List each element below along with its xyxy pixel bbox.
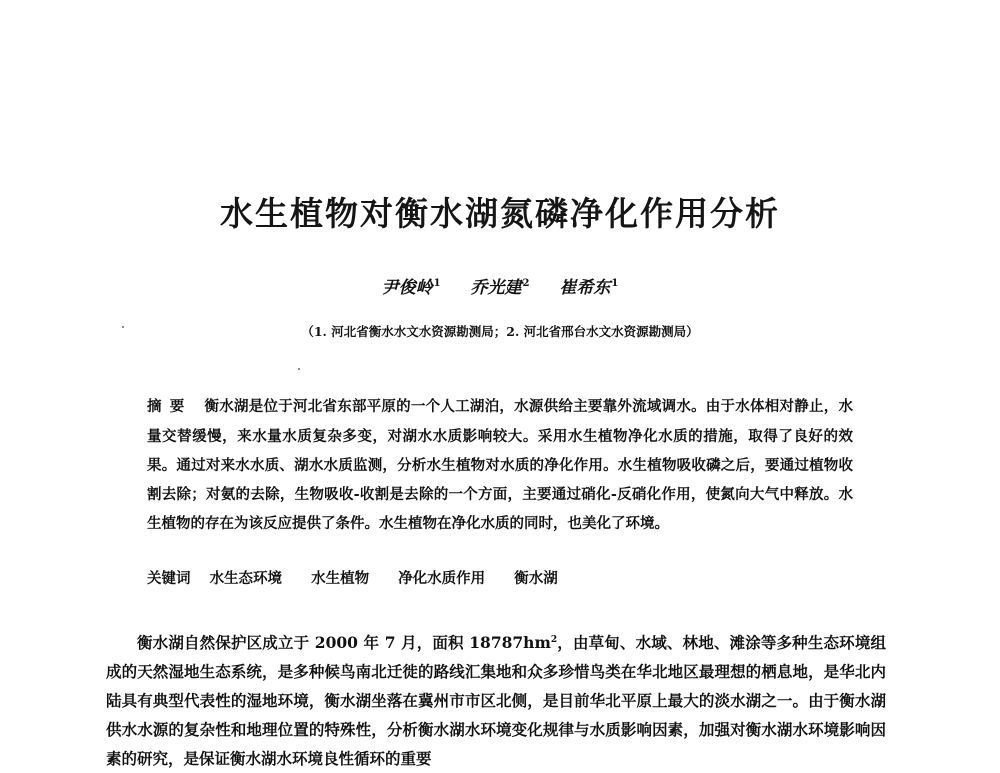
abstract-text: 衡水湖是位于河北省东部平原的一个人工湖泊，水源供给主要靠外流域调水。由于水体相对静止，水量交替缓慢，来水量水质复杂多变，对湖水水质影响较大。采用水生植物净化水质的措施，取得了良好的效果。通过对来水水质、湖水水质监测，分析水生植物对水质的净化作用。水生植物吸收磷之后，要通过植物收割去除；对氨的去除，生物吸收-收割是去除的一个方面，主要通过硝化-反硝化作用，使氮向大气中释放。水生植物的存在为该反应提供了条件。水生植物在净化水质的同时，也美化了环境。 bbox=[147, 398, 854, 532]
author bbox=[559, 273, 618, 298]
abstract bbox=[147, 392, 853, 538]
author-name: 崔希东 bbox=[559, 278, 611, 298]
affiliations: （1. 河北省衡水水文水资源勘测局；2. 河北省邢台水文水资源勘测局） bbox=[301, 324, 699, 339]
body-text: 衡水湖自然保护区成立于 2000 年 7 月，面积 18787hm bbox=[137, 633, 551, 652]
author-affiliation-mark: 1 bbox=[433, 278, 441, 289]
scan-speck bbox=[122, 326, 124, 328]
superscript: 2 bbox=[550, 635, 558, 645]
author bbox=[471, 273, 530, 298]
keyword: 净化水质作用 bbox=[398, 570, 486, 587]
body-text: ，由草甸、水域、林地、滩涂等多种生态环境组成的天然湿地生态系统，是多种候鸟南北迁徙的路线汇集地和众多珍惜鸟类在华北地区最理想的栖息地，是华北内陆具有典型代表性的湿地环境，衡水湖坐落在冀州市市区北侧，是目前华北平原上最大的淡水湖之一。由于衡水湖供水水源的复杂性和地理位置的特殊性，分析衡水湖水环境变化规律与水质影响因素，加强对衡水湖水环境影响因素的研究，是保证衡水湖水环境良性循环的重要 bbox=[106, 633, 886, 768]
abstract-label: 摘要 bbox=[147, 399, 193, 415]
keywords-label: 关键词 bbox=[147, 571, 191, 587]
keyword: 衡水湖 bbox=[514, 570, 558, 587]
paper-title: 水生植物对衡水湖氮磷净化作用分析 bbox=[220, 194, 780, 233]
author bbox=[382, 273, 441, 298]
keywords bbox=[147, 567, 853, 588]
keyword: 水生植物 bbox=[311, 570, 370, 587]
keyword: 水生态环境 bbox=[209, 570, 283, 587]
author-list bbox=[0, 273, 1000, 298]
author-affiliation-mark: 1 bbox=[611, 278, 619, 289]
body-paragraph bbox=[106, 626, 886, 773]
scan-speck bbox=[298, 368, 300, 370]
author-name: 乔光建 bbox=[470, 278, 522, 298]
author-affiliation-mark: 2 bbox=[522, 278, 530, 289]
author-name: 尹俊岭 bbox=[381, 278, 433, 298]
